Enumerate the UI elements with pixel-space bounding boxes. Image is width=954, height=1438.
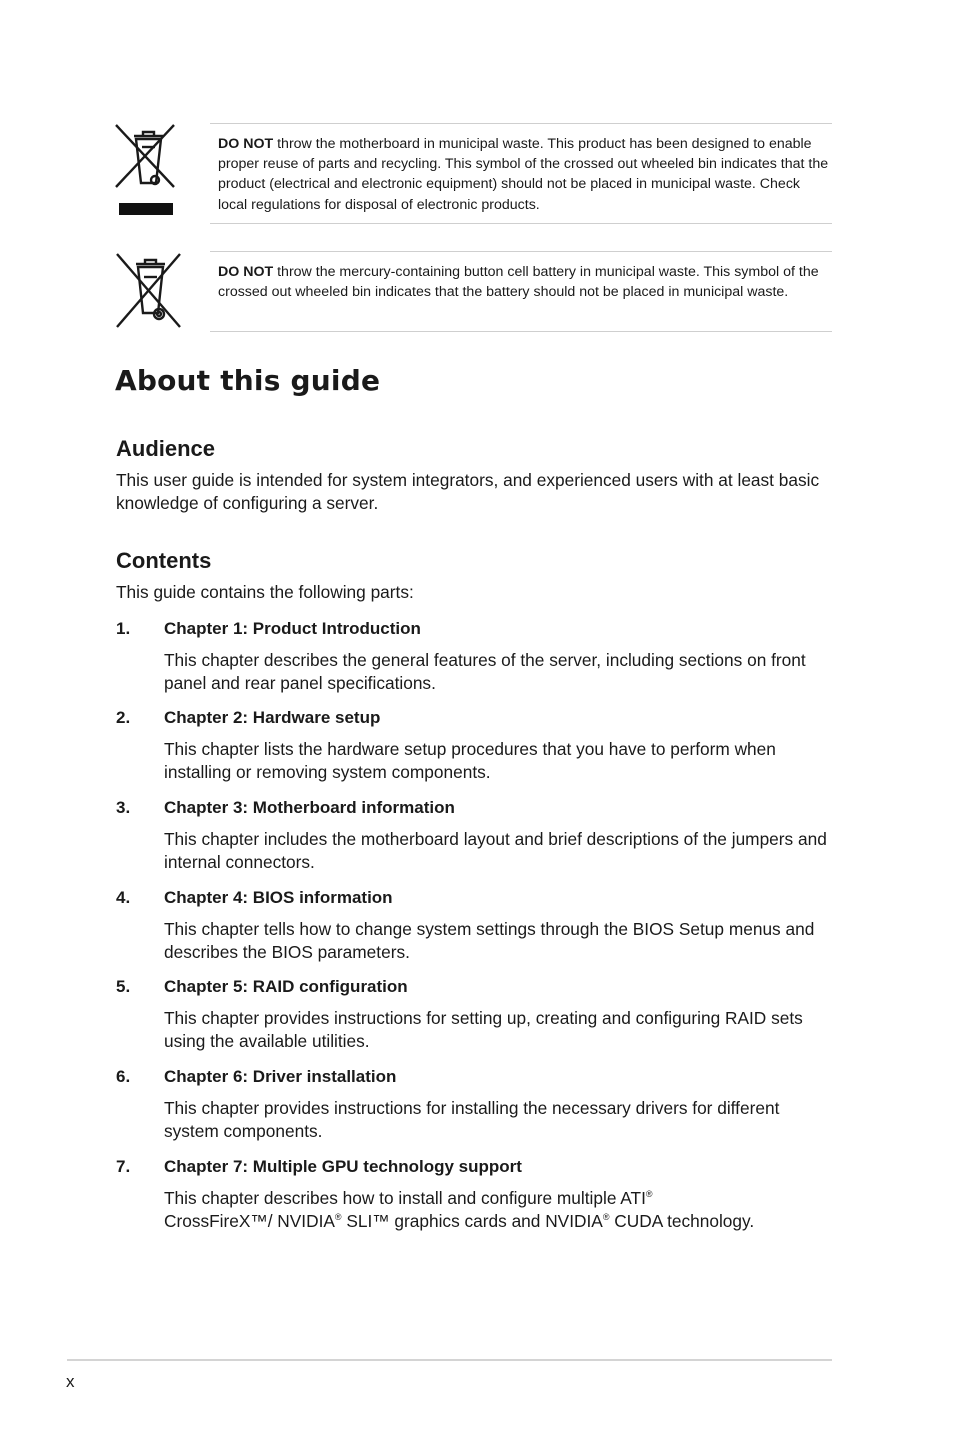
chapter-description	[164, 1187, 836, 1233]
notice-message: throw the motherboard in municipal waste. This product has been designed to enable proper reuse of parts and recycling. This symbol of the crossed out wheeled bin indicates that the product (electrical and electronic equipment) should not be placed in municipal waste. Check local regulations for disposal of electronic products.	[218, 136, 829, 213]
registered-mark: ®	[645, 1189, 653, 1199]
notice-lead: DO NOT	[218, 264, 274, 280]
desc-text: This chapter describes how to install and configure multiple ATI	[164, 1188, 646, 1208]
chapter-number: 4.	[116, 888, 131, 907]
chapter-description: This chapter provides instructions for installing the necessary drivers for different system components.	[164, 1098, 780, 1141]
chapter-description: This chapter provides instructions for setting up, creating and configuring RAID sets using the available utilities.	[164, 1008, 803, 1051]
registered-mark: ®	[602, 1212, 610, 1222]
audience-text: This user guide is intended for system integrators, and experienced users with at least basic knowledge of configuring a server.	[116, 470, 820, 513]
chapter-number: 6.	[116, 1067, 131, 1086]
notice-text	[210, 123, 832, 224]
page-title: About this guide	[115, 364, 381, 397]
chapter-title: Chapter 1: Product Introduction	[164, 619, 421, 638]
contents-heading: Contents	[116, 548, 212, 573]
contents-intro: This guide contains the following parts:	[116, 582, 414, 602]
notice-lead: DO NOT	[218, 136, 274, 152]
notice-motherboard-disposal	[112, 123, 832, 224]
chapter-description: This chapter lists the hardware setup procedures that you have to perform when installing or removing system components.	[164, 739, 776, 782]
chapter-title: Chapter 4: BIOS information	[164, 888, 393, 907]
page-number: x	[66, 1372, 75, 1391]
notice-message: throw the mercury-containing button cell battery in municipal waste. This symbol of the crossed out wheeled bin indicates that the battery should not be placed in municipal waste.	[218, 264, 819, 301]
chapter-title: Chapter 7: Multiple GPU technology support	[164, 1157, 522, 1176]
notice-text	[210, 251, 832, 332]
chapter-number: 1.	[116, 619, 131, 638]
chapter-description: This chapter describes the general features of the server, including sections on front panel and rear panel specifications.	[164, 650, 806, 693]
notice-battery-disposal	[112, 251, 832, 332]
chapter-title: Chapter 6: Driver installation	[164, 1067, 397, 1086]
desc-text: CUDA technology.	[609, 1211, 755, 1231]
crossed-bin-with-bar-icon	[112, 123, 182, 223]
crossed-bin-battery-icon	[112, 251, 182, 336]
chapter-number: 3.	[116, 798, 131, 817]
desc-text: CrossFireX™/ NVIDIA	[164, 1211, 335, 1231]
chapter-title: Chapter 5: RAID configuration	[164, 977, 408, 996]
registered-mark: ®	[334, 1212, 342, 1222]
chapter-title: Chapter 3: Motherboard information	[164, 798, 455, 817]
desc-text: SLI™ graphics cards and NVIDIA	[341, 1211, 603, 1231]
chapter-number: 5.	[116, 977, 131, 996]
chapter-description: This chapter tells how to change system settings through the BIOS Setup menus and describes the BIOS parameters.	[164, 919, 815, 962]
footer-divider	[67, 1359, 832, 1361]
chapter-number: 2.	[116, 708, 131, 727]
audience-heading: Audience	[116, 436, 216, 461]
chapter-title: Chapter 2: Hardware setup	[164, 708, 381, 727]
chapter-description: This chapter includes the motherboard layout and brief descriptions of the jumpers and internal connectors.	[164, 829, 827, 872]
chapter-number: 7.	[116, 1157, 131, 1176]
